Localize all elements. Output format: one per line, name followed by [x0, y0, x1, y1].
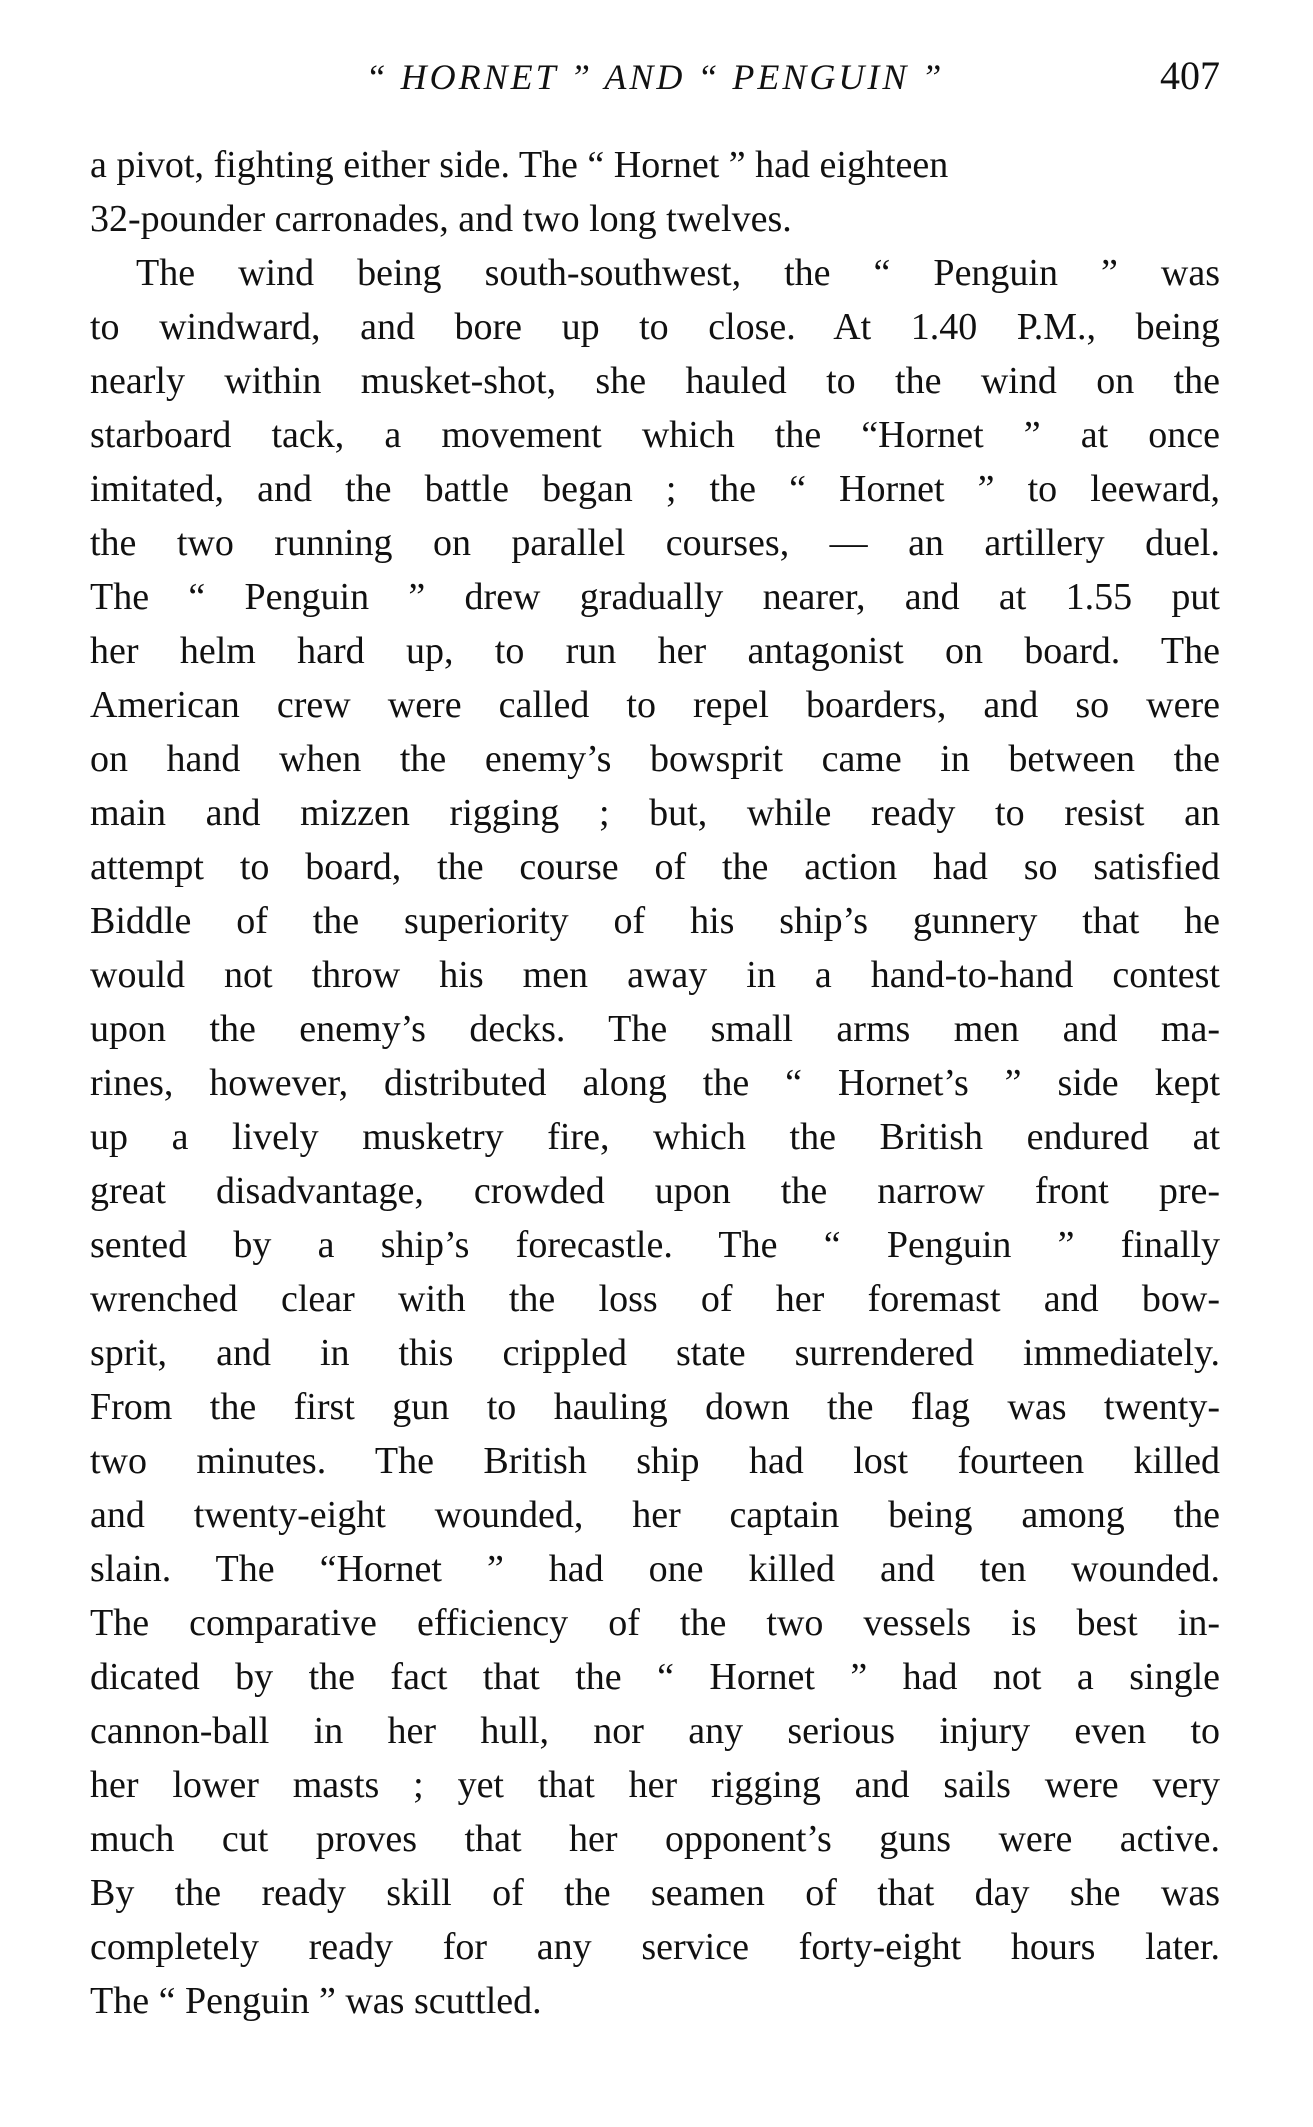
text-line: cannon-ball in her hull, nor any serious injury even to: [90, 1710, 1220, 1752]
text-line: and twenty-eight wounded, her captain being among the: [90, 1494, 1220, 1536]
text-line: Biddle of the superiority of his ship’s gunnery that he: [90, 900, 1220, 942]
text-line: a pivot, fighting either side. The “ Hornet ” had eighteen: [90, 144, 949, 186]
text-line: nearly within musket-shot, she hauled to the wind on the: [90, 360, 1220, 402]
text-line: up a lively musketry fire, which the British endured at: [90, 1116, 1220, 1158]
text-line: rines, however, distributed along the “ Hornet’s ” side kept: [90, 1062, 1220, 1104]
text-line: The “ Penguin ” drew gradually nearer, and at 1.55 put: [90, 576, 1220, 618]
text-line: to windward, and bore up to close. At 1.40 P.M., being: [90, 306, 1220, 348]
running-title: “ HORNET ” AND “ PENGUIN ”: [365, 57, 945, 97]
text-line: dicated by the fact that the “ Hornet ” had not a single: [90, 1656, 1220, 1698]
text-line: American crew were called to repel boarders, and so were: [90, 684, 1220, 726]
text-line: slain. The “Hornet ” had one killed and ten wounded.: [90, 1548, 1220, 1590]
page-number: 407: [1160, 53, 1220, 98]
text-line: imitated, and the battle began ; the “ Hornet ” to leeward,: [90, 468, 1220, 510]
text-line: two minutes. The British ship had lost fourteen killed: [90, 1440, 1220, 1482]
text-line: The “ Penguin ” was scuttled.: [90, 1980, 542, 2022]
text-line: completely ready for any service forty-eight hours later.: [90, 1926, 1220, 1968]
text-line: attempt to board, the course of the action had so satisfied: [90, 846, 1220, 888]
text-line: much cut proves that her opponent’s guns were active.: [90, 1818, 1220, 1860]
text-line: main and mizzen rigging ; but, while ready to resist an: [90, 792, 1220, 834]
text-line: would not throw his men away in a hand-to-hand contest: [90, 954, 1220, 996]
text-line: great disadvantage, crowded upon the narrow front pre-: [90, 1170, 1220, 1212]
text-line: From the first gun to hauling down the flag was twenty-: [90, 1386, 1220, 1428]
running-head: [90, 52, 1220, 108]
text-line: starboard tack, a movement which the “Hornet ” at once: [90, 414, 1220, 456]
text-line: sprit, and in this crippled state surrendered immediately.: [90, 1332, 1220, 1374]
text-line: wrenched clear with the loss of her foremast and bow-: [90, 1278, 1220, 1320]
text-line: sented by a ship’s forecastle. The “ Penguin ” finally: [90, 1224, 1220, 1266]
text-line: By the ready skill of the seamen of that day she was: [90, 1872, 1220, 1914]
text-line: on hand when the enemy’s bowsprit came in between the: [90, 738, 1220, 780]
text-line: The wind being south-southwest, the “ Penguin ” was: [136, 252, 1220, 294]
text-line: The comparative efficiency of the two vessels is best in-: [90, 1602, 1220, 1644]
body-text: [90, 138, 1220, 2028]
text-line: 32-pounder carronades, and two long twelves.: [90, 198, 792, 240]
text-line: her helm hard up, to run her antagonist on board. The: [90, 630, 1220, 672]
text-line: her lower masts ; yet that her rigging and sails were very: [90, 1764, 1220, 1806]
text-line: upon the enemy’s decks. The small arms men and ma-: [90, 1008, 1220, 1050]
text-line: the two running on parallel courses, — an artillery duel.: [90, 522, 1220, 564]
